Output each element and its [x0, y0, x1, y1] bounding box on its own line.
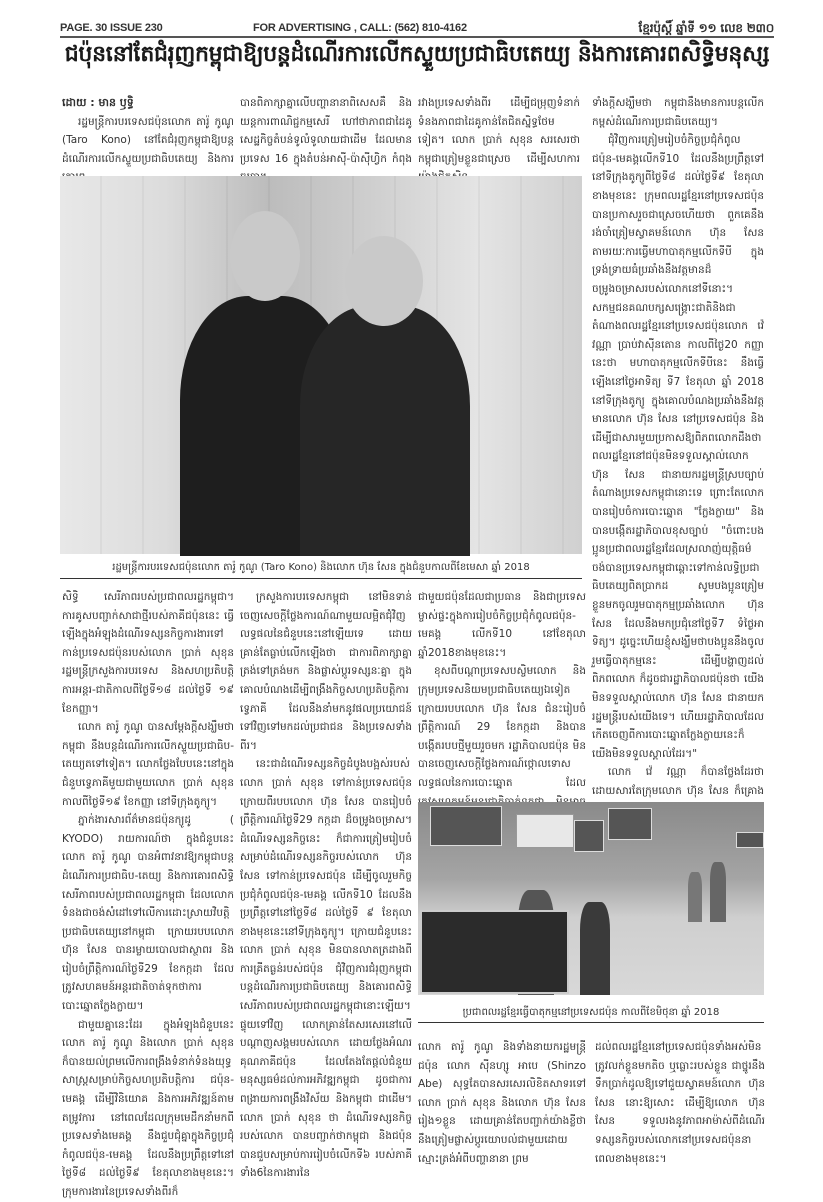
- caption-rule: [60, 578, 582, 579]
- paragraph: សិទ្ធិ សេរីភាពរបស់ប្រជាពលរដ្ឋកម្ពុជា។ ការគូសបញ្ជាក់សាជាថ្មីរបស់ភាគីជប៉ុននេះ ធ្វើឡើងក្នុងអំឡុងដំណើរទស្សនកិច្ចការងារទៅកាន់ប្រទេសជប៉ុនរបស់លោក ប្រាក់ សុខុន រដ្ឋមន្ត្រីក្រសួងការបរទេស និងសហប្រតិបត្តិការអន្តរ-ជាតិកាលពីថ្ងៃទី១៨ ដល់ថ្ងៃទី ១៩ ខែកញ្ញា។: [62, 591, 234, 715]
- protest-person: [688, 872, 702, 922]
- masthead: ខ្មែរប៉ុស្តិ៍ ឆ្នាំទី ១១ លេខ ២៣០: [638, 21, 774, 35]
- column-1-bottom: [62, 588, 234, 1198]
- paragraph: ដល់ពលរដ្ឋខ្មែរនៅប្រទេសជប៉ុនទាំងអស់មិនត្រូវលក់ខ្លួនមកតិច ឬធ្លោះរបស់ខ្លួន ជាថ្នូរនឹងទឹកប្រាក់ដូលឱ្យទៅជួយស្វាគមន៍លោក ហ៊ុន សែន នោះឱ្យសោះ ដើម្បីឱ្យលោក ហ៊ុន សែន ទទួលរងនូវភាពអាម៉ាស់ពីដំណើរទស្សនកិច្ចរបស់លោកនៅប្រទេសជប៉ុននាពេលខាងមុខនេះ។: [595, 1041, 765, 1165]
- protest-person: [710, 862, 726, 922]
- page-header: [60, 18, 774, 36]
- paragraph: រដ្ឋមន្ត្រីការបរទេសជប៉ុនលោក តារ៉ូ កូណូ (Taro Kono) នៅតែជំរុញកម្ពុជាឱ្យបន្តដំណើរការលើកស្ទួយប្រជាធិបតេយ្យ និងការ: [62, 115, 234, 165]
- photo-caption: រដ្ឋមន្ត្រីការបរទេសជប៉ុនលោក តារ៉ូ កូណូ (Taro Kono) និងលោក ហ៊ុន សែន ក្នុងជំនួបកាលពីខែមេសា ឆ្នាំ 2018: [112, 562, 530, 573]
- protest-sign: [516, 814, 574, 848]
- photo-figure-right-head: [345, 236, 423, 326]
- photo-protest: [418, 802, 764, 995]
- advertising-contact: FOR ADVERTISING , CALL: (562) 810-4162: [253, 22, 467, 34]
- paragraph: ទាំងក្តីសង្ឃឹមថា កម្ពុជានឹងមានការបន្តលើកកម្ពស់ដំណើរការប្រជាធិបតេយ្យ។: [592, 97, 764, 128]
- protest-sign: [574, 820, 604, 852]
- photo-meeting: [60, 176, 582, 554]
- paragraph: ជាមួយជប៉ុនដែលជាប្រធាន និងជាប្រទេសម្ចាស់ផ្ទះក្នុងការរៀបចំកិច្ចប្រជុំកំពូលជប៉ុន-មេគង្គ លើកទី10 នៅខែតុលា ឆ្នាំ2018ខាងមុខនេះ។: [418, 591, 586, 659]
- paragraph: លោក វ៉េ វណ្ណា ក៏បានថ្លែងដែរថា ដោយសារតែក្រុមលោក ហ៊ុន សែន ក៏គ្រោង: [592, 766, 764, 797]
- protest-banner: [420, 910, 569, 994]
- column-3-top: [418, 94, 580, 172]
- column-4: [592, 94, 764, 797]
- paragraph: ជាមួយគ្នានេះដែរ ក្នុងអំឡុងជំនួបនេះលោក តារ៉ូ កូណូ និងលោក ប្រាក់ សុខុន ក៏បានយល់ព្រមលើការពង្រឹងទំនាក់ទំនងយុទ្ធសាស្ត្រសម្រាប់កិច្ចសហប្រតិបត្តិការ ជប៉ុន-មេគង្គ ដើម្បីវិនិយោគ និងការអភិវឌ្ឍន៍តាមតម្រូវការ នៅពេលដែលក្រុមមេដឹកនាំមកពីប្រទេសទាំងមេគង្គ នឹងជួបជុំគ្នាក្នុងកិច្ចប្រជុំកំពូលជប៉ុន-មេគង្គ ដែលនឹងប្រព្រឹត្តទៅនៅថ្ងៃទី៨ ដល់ថ្ងៃទី៩ ខែតុលាខាងមុខនេះ។ ក្រុមការងារនៃប្រទេសទាំងពីរក៏: [62, 1018, 234, 1198]
- header-rule: [60, 36, 774, 38]
- photo-caption: ប្រជាពលរដ្ឋខ្មែរធ្វើបាតុកម្មនៅប្រទេសជប៉ុន កាលពីខែមិថុនា ឆ្នាំ 2018: [462, 1007, 720, 1018]
- photo-figure-left-head: [230, 211, 300, 301]
- photo-figure-right: [300, 306, 470, 556]
- paragraph: ជុំវិញការត្រៀមរៀបចំកិច្ចប្រជុំកំពូលជប៉ុន-មេគង្គលើកទី10 ដែលនឹងប្រព្រឹត្តទៅនៅទីក្រុងតូក្យូពីថ្ងៃទី៨ ដល់ថ្ងៃទី៩ ខែតុលាខាងមុខនេះ ក្រុមពលរដ្ឋខ្មែរនៅប្រទេសជប៉ុនបានប្រកាសរួចជាស្រេចហើយថា ពួកគេនឹងរង់ចាំត្រៀមស្វាគមន៍លោក ហ៊ុន សែន តាមរយៈការធ្វើមហាបាតុកម្មលើកទីបី ក្នុងទ្រង់ទ្រាយធំប្រឆាំងនឹងវត្តមានដ៏ចម្រូងចម្រាសរបស់លោកនៅទីនោះ។ សកម្មជនគណបក្សសង្គ្រោះជាតិនិងជាតំណាងពលរដ្ឋខ្មែរនៅប្រទេសជប៉ុនលោក វ៉េ វណ្ណា ប្រាប់វាស៊ីនតោន កាលពីថ្ងៃ20 កញ្ញា នេះថា មហាបាតុកម្មលើកទីបីនេះ នឹងធ្វើឡើងនៅថ្ងៃអាទិត្យ ទី7 ខែតុលា ឆ្នាំ 2018 នៅទីក្រុងតូក្យូ ក្នុងគោលបំណងប្រឆាំងនឹងវត្តមានលោក ហ៊ុន សែន នៅប្រទេសជប៉ុន និងដើម្បីជាសារមួយប្រកាសឱ្យពិភពលោកដឹងថា ពលរដ្ឋខ្មែរនៅជប៉ុនមិនទទួលស្គាល់លោក ហ៊ុន សែន ជានាយករដ្ឋមន្ត្រីស្របច្បាប់តំណាងប្រទេសកម្ពុជានោះទេ ព្រោះតែលោកបានរៀបចំការបោះឆ្នោត "ក្លែងក្លាយ" និងបានបង្កើតរដ្ឋាភិបាលខុសច្បាប់ "ចំពោះបងប្អូនប្រជាពលរដ្ឋខ្មែរដែលស្រលាញ់យុត្តិធម៌ ចង់បានប្រទេសកម្ពុជាឆ្ពោះទៅកាន់លទ្ធិប្រជាធិបតេយ្យពិតប្រាកដ សូមបងប្អូនត្រៀមខ្លួនមកចូលរួមបាតុកម្មប្រឆាំងលោក ហ៊ុន សែន ដែលនឹងមកប្រជុំនៅថ្ងៃទី7 ទំថ្ងៃអាទិត្យ។ ដូច្នេះហើយខ្ញុំសង្ឃឹមថាបងប្អូននឹងចូលរួមធ្វើបាតុកម្មនេះ ដើម្បីបង្ហាញដល់ពិភពលោក ក៏ដូចជារដ្ឋាភិបាលជប៉ុនថា យើងមិនទទួលស្គាល់លោក ហ៊ុន សែន ជានាយករដ្ឋមន្ត្រីរបស់យើងទេ។ ហើយរដ្ឋាភិបាលដែលកើតចេញពីការបោះឆ្នោតក្លែងក្លាយនេះក៏យើងមិនទទួលស្គាល់ដែរ។": [592, 134, 764, 760]
- column-2-bottom: [240, 588, 412, 1180]
- paragraph: លោក តារ៉ូ កូណូ និងទាំងនាយករដ្ឋមន្ត្រីជប៉ុន លោក ស៊ីនហ្សូ អាបេ (Shinzo Abe) សុទ្ធតែបានសរសេរលិខិតសាទរទៅលោក ប្រាក់ សុខុន និងលោក ហ៊ុន សែន រៀង១ខ្លួន ដោយគ្រាន់តែបញ្ជាក់យ៉ាងខ្លីថា នឹងត្រៀមផ្លាស់ប្តូរយោបល់ជាមួយដោយស្មោះត្រង់អំពីបញ្ហានានា ព្រម: [418, 1041, 586, 1165]
- protest-sign: [608, 808, 652, 840]
- page-issue-label: PAGE. 30 ISSUE 230: [60, 22, 163, 34]
- paragraph: ខុសពីបណ្តាប្រទេសបស្ចិមលោក និងក្រុមប្រទេសនិយមប្រជាធិបតេយ្យឯទៀត ក្រោយរបបលោក ហ៊ុន សែន ជំនះរៀបចំព្រឹត្តិការណ៍ 29 ខែកក្កដា និងបានបង្កើតរបបថ្មីមួយរួចមក រដ្ឋាភិបាលជប៉ុន មិនបានចេញសេចក្តីថ្លែងការណ៍ថ្កោលទោសលទ្ធផលនៃការបោះឆ្នោត ដែល: [418, 665, 586, 789]
- column-3-lower: [418, 1038, 586, 1166]
- column-3-bottom: [418, 588, 586, 789]
- protest-sign: [430, 806, 502, 846]
- column-1-top: [62, 94, 234, 172]
- column-4-lower: [595, 1038, 765, 1166]
- paragraph: បានពិភាក្សាគ្នាលើបញ្ហានានាពិសេសគឺ និងយន្តការពាណិជ្ជកម្មសេរី ហៅថាភាពជាដៃគូសេដ្ឋកិច្ចតំបន់ទូលំទូលាយជាដើម ដែលមានប្រទេស 16 ក្នុងតំបន់អាស៊ី-ប៉ាស៊ីហ្វិក កំពុង: [240, 97, 412, 165]
- byline: ដោយ : មាន ឫទ្ធិ: [62, 96, 134, 109]
- paragraph: នេះជាដំណើរទស្សនកិច្ចដំបូងបង្អស់របស់លោក ប្រាក់ សុខុន ទៅកាន់ប្រទេសជប៉ុនក្រោយពីរបបលោក ហ៊ុន សែន បានរៀបចំព្រឹត្តិការណ៍ថ្ងៃទី29 កក្កដា ដ៏ចម្រូងចម្រាស។ ដំណើរទស្សនកិច្ចនេះ ក៏ជាការត្រៀមរៀបចំសម្រាប់ដំណើរទស្សនកិច្ចរបស់លោក ហ៊ុន សែន ទៅកាន់ប្រទេសជប៉ុន ដើម្បីចូលរួមកិច្ចប្រជុំកំពូលជប៉ុន-មេគង្គ លើកទី10 ដែលនឹងប្រព្រឹត្តទៅនៅថ្ងៃទី៨ ដល់ថ្ងៃទី ៩ ខែតុលា ខាងមុខនេះនៅទីក្រុងតូក្យូ។ ក្រោយជំនួបនេះលោក ប្រាក់ សុខុន មិនបានលាតត្រដាងពីការគ្រីតធ្ងន់របស់ជប៉ុន ជុំវិញការជំរុញកម្ពុជាបន្តដំណើរការប្រជាធិបតេយ្យ និងគោរពសិទ្ធិសេរីភាពរបស់ប្រជាពលរដ្ឋកម្ពុជានោះឡើយ។ ផ្ទុយទៅវិញ លោកគ្រាន់តែសរសេរនៅលើបណ្តាញសង្គមរបស់លោក ដោយថ្លែងអំណរគុណភាគីជប៉ុន ដែលតែងតែផ្តល់ជំនួយមនុស្សធម៌ដល់ការអភិវឌ្ឍកម្ពុជា ដូចជាការពង្រាយការពង្រឹងវិស័យ និងកម្ពុជា ជាដើម។ លោក ប្រាក់ សុខុន ថា ដំណើរទស្សនកិច្ចរបស់លោក បានបញ្ជាក់ថាកម្ពុជា និងជប៉ុនបានជួបសម្រាប់ការរៀបចំលើកទី៦ របស់ភាគីទាំង6នៃការងារនៃ: [240, 758, 412, 1180]
- column-2-top: [240, 94, 412, 172]
- caption-rule: [418, 1022, 764, 1023]
- protest-person: [580, 902, 610, 995]
- paragraph: រវាងប្រទេសទាំងពីរ ដើម្បីជម្រុញទំនាក់ទំនងភាពជាដៃគូកាន់តែជិតស្និទ្ធថែមទៀត។ លោក ប្រាក់ សុខុន សរសេរថា កម្ពុជាត្រៀមខ្លួនជាស្រេច ដើម្បីសហការ: [418, 97, 580, 165]
- paragraph: ក្រសួងការបរទេសកម្ពុជា នៅមិនទាន់ចេញសេចក្តីថ្លែងការណ៍ណាមួយលម្អិតជុំវិញលទ្ធផលនៃជំនួបនេះនៅឡើយទេ ដោយគ្រាន់តែធ្លាប់លើកឡើងថា ជាការពិភាក្សាគ្នាត្រង់ទៅត្រង់មក និងផ្លាស់ប្តូរទស្សនៈគ្នា ក្នុងគោលបំណងដើម្បីពង្រឹងកិច្ចសហប្រតិបត្តិការទ្វេភាគី ដែលនឹងនាំមកនូវផលប្រយោជន៍ទៅវិញទៅមកដល់ប្រជាជន និងប្រទេសទាំងពីរ។: [240, 591, 412, 752]
- paragraph: ភ្នាក់ងារសារព័ត៌មានជប៉ុនក្យូដូ ( KYODO) រាយការណ៍ថា ក្នុងជំនួបនេះ លោក តារ៉ូ កូណូ បានអំពាវនាវឱ្យកម្ពុជាបន្តដំណើរការប្រជាធិប-តេយ្យ និងការគោរពសិទ្ធិសេរីភាពរបស់ប្រជាពលរដ្ឋកម្ពុជា ដែលលោកទំនងជាចង់សំដៅទៅលើការដោះស្រាយវិបត្តិប្រជាធិបតេយ្យនៅកម្ពុជា ក្រោយរបបលោក ហ៊ុន សែន បានរម្លាយបោលជាស្ថាពរ និងរៀបចំព្រឹត្តិការណ៍ថ្ងៃទី29 ខែកក្កដា ដែលត្រូវសហគមន៍អន្តរជាតិចាត់ទុកថាការបោះឆ្នោតក្លែងក្លាយ។: [62, 814, 234, 1013]
- protest-sign: [736, 832, 764, 848]
- article-headline: ជប៉ុននៅតែជំរុញកម្ពុជាឱ្យបន្តដំណើរការលើកស្ទួយប្រជាធិបតេយ្យ និងការគោរពសិទ្ធិមនុស្ស: [64, 42, 770, 67]
- paragraph: លោក តារ៉ូ កូណូ បានសម្តែងក្តីសង្ឃឹមថា កម្ពុជា នឹងបន្តដំណើរការលើកស្ទួយប្រជាធិប-តេយ្យតទៅទៀត។ លោកថ្លែងបែបនេះនៅក្នុងជំនួបទ្វេភាគីមួយជាមួយលោក ប្រាក់ សុខុន កាលពីថ្ងៃទី១៩ ខែកញ្ញា នៅទីក្រុងតូក្យូ។: [62, 721, 234, 808]
